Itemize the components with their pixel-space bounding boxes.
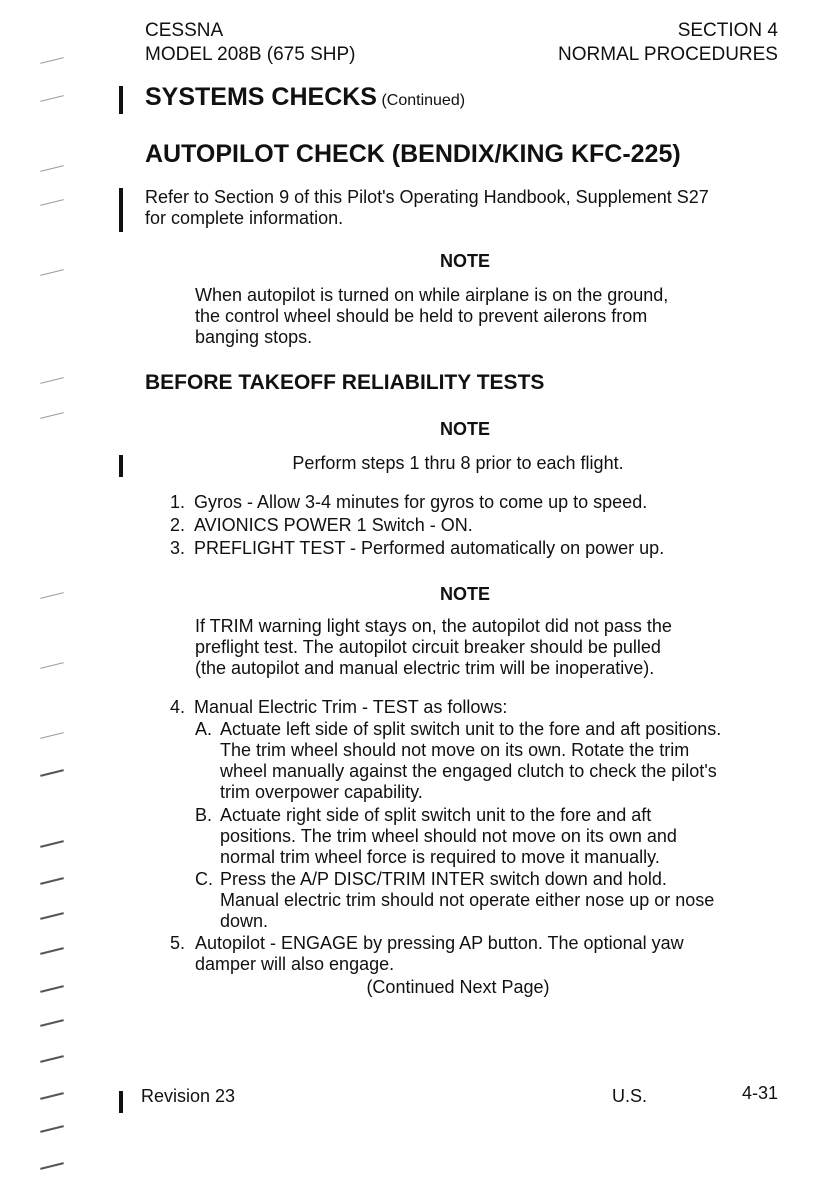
step-number: 5. xyxy=(170,933,186,953)
substep-line: wheel manually against the engaged clutch to check the pilot's xyxy=(220,761,717,781)
list-item xyxy=(170,492,780,515)
substep-line: Manual electric trim should not operate either nose up or nose xyxy=(220,890,715,910)
note-heading: NOTE xyxy=(439,419,490,439)
steps-list xyxy=(170,492,780,561)
note-line: (the autopilot and manual electric trim will be inoperative). xyxy=(195,658,655,678)
note-line: When autopilot is turned on while airplane is on the ground, xyxy=(195,285,669,305)
step-number: 2. xyxy=(170,515,186,535)
note-line: preflight test. The autopilot circuit breaker should be pulled xyxy=(195,637,661,657)
systems-checks-heading xyxy=(145,83,465,112)
step-5 xyxy=(170,933,780,975)
footer-page-number: 4-31 xyxy=(741,1083,778,1103)
substep-line: Press the A/P DISC/TRIM INTER switch down and hold. xyxy=(220,869,667,889)
before-takeoff-note-text: Perform steps 1 thru 8 prior to each flight. xyxy=(292,453,624,473)
step-line: damper will also engage. xyxy=(195,954,395,974)
footer-country: U.S. xyxy=(612,1086,648,1106)
substep-letter: B. xyxy=(195,805,213,825)
header-section-title: NORMAL PROCEDURES xyxy=(558,44,778,65)
revision-bar xyxy=(119,1091,123,1113)
substep-line: down. xyxy=(220,911,269,931)
step-line: Autopilot - ENGAGE by pressing AP button. The optional yaw xyxy=(195,933,684,953)
note-heading: NOTE xyxy=(439,251,490,271)
step-text: Manual Electric Trim - TEST as follows: xyxy=(194,697,508,717)
list-item xyxy=(170,697,780,719)
step-text: Gyros - Allow 3-4 minutes for gyros to come up to speed. xyxy=(194,492,648,512)
substep-text xyxy=(220,869,780,932)
substep-line: trim overpower capability. xyxy=(220,782,423,802)
note-heading: NOTE xyxy=(439,584,490,604)
step-text: PREFLIGHT TEST - Performed automatically on power up. xyxy=(194,538,665,558)
header-manufacturer: CESSNA xyxy=(145,20,224,41)
systems-checks-continued: (Continued) xyxy=(381,92,466,109)
step-number: 3. xyxy=(170,538,186,558)
substep-a xyxy=(195,719,780,803)
step-number: 4. xyxy=(170,697,186,717)
step-text: AVIONICS POWER 1 Switch - ON. xyxy=(194,515,473,535)
trim-note xyxy=(195,616,730,679)
intro-line: for complete information. xyxy=(145,208,344,228)
list-item xyxy=(170,538,780,561)
note-line: banging stops. xyxy=(195,327,313,347)
note-line: If TRIM warning light stays on, the autopilot did not pass the xyxy=(195,616,672,636)
revision-bar xyxy=(119,188,123,232)
step-4 xyxy=(170,697,780,719)
substep-line: positions. The trim wheel should not move on its own and xyxy=(220,826,677,846)
systems-checks-title: SYSTEMS CHECKS xyxy=(145,83,377,111)
substep-letter: A. xyxy=(195,719,213,739)
substep-line: Actuate right side of split switch unit to the fore and aft xyxy=(220,805,652,825)
substep-b xyxy=(195,805,780,868)
substep-c xyxy=(195,869,780,932)
substep-line: normal trim wheel force is required to move it manually. xyxy=(220,847,660,867)
substep-text xyxy=(220,719,780,803)
step-text xyxy=(195,933,780,975)
continued-next-page: (Continued Next Page) xyxy=(366,977,550,997)
header-model: MODEL 208B (675 SHP) xyxy=(145,44,356,65)
autopilot-note xyxy=(195,285,730,348)
before-takeoff-title: BEFORE TAKEOFF RELIABILITY TESTS xyxy=(145,371,545,394)
substep-text xyxy=(220,805,780,868)
autopilot-intro xyxy=(145,187,780,229)
substep-line: Actuate left side of split switch unit to the fore and aft positions. xyxy=(220,719,722,739)
intro-line: Refer to Section 9 of this Pilot's Operating Handbook, Supplement S27 xyxy=(145,187,709,207)
note-line: the control wheel should be held to prevent ailerons from xyxy=(195,306,648,326)
step-number: 1. xyxy=(170,492,186,512)
list-item xyxy=(170,515,780,538)
header-section: SECTION 4 xyxy=(677,20,778,41)
revision-bar xyxy=(119,86,123,114)
autopilot-check-title: AUTOPILOT CHECK (BENDIX/KING KFC-225) xyxy=(145,140,681,168)
substep-letter: C. xyxy=(195,869,213,889)
substep-line: The trim wheel should not move on its own. Rotate the trim xyxy=(220,740,690,760)
footer-revision: Revision 23 xyxy=(141,1086,236,1106)
